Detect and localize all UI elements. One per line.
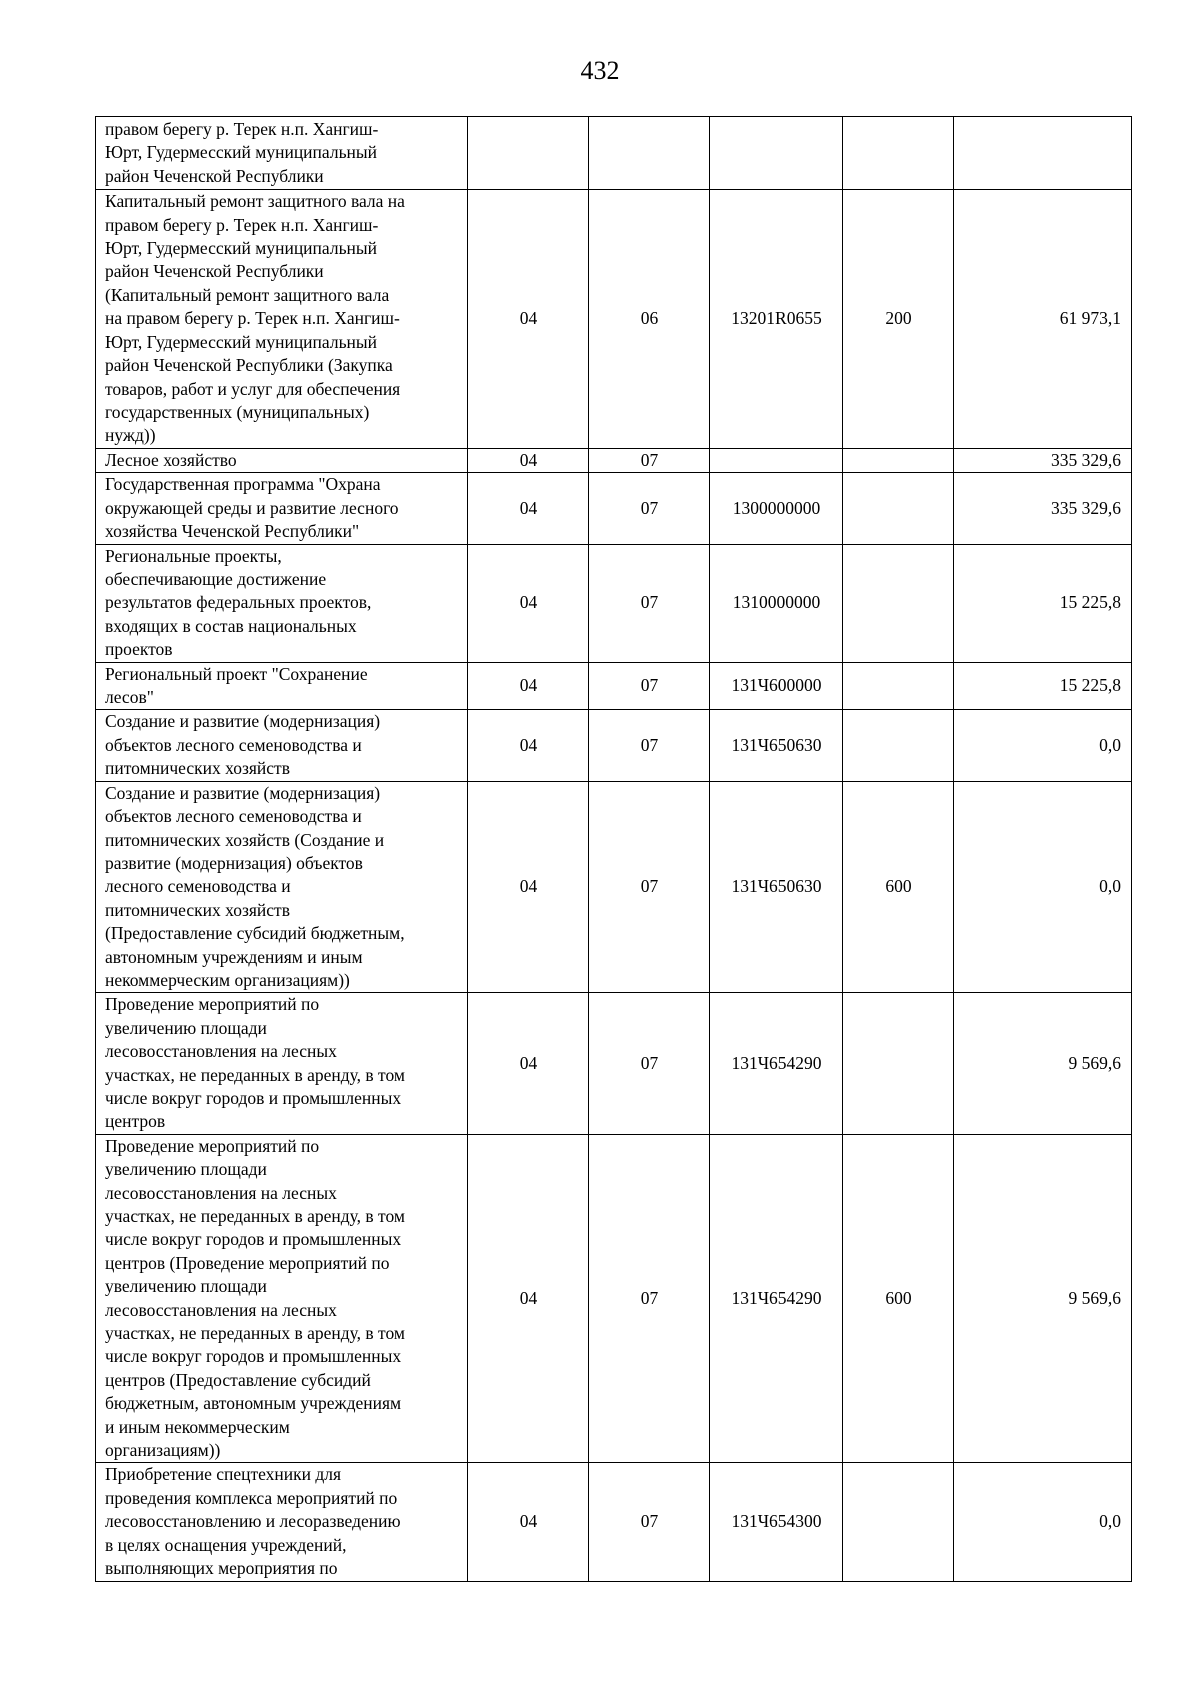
section-code: 04	[468, 710, 589, 781]
subsection-code	[589, 117, 710, 190]
target-article-code: 131Ч650630	[710, 781, 843, 993]
amount: 0,0	[954, 781, 1132, 993]
row-description: Проведение мероприятий по увеличению площади лесовосстановления на лесных участках, не переданных в аренду, в том числе вокруг городов и промышленных центров	[96, 993, 468, 1134]
subsection-code: 06	[589, 190, 710, 449]
row-description: Лесное хозяйство	[96, 449, 468, 473]
page-number: 432	[580, 56, 620, 85]
table-row	[96, 1463, 1132, 1581]
row-description: Создание и развитие (модернизация) объектов лесного семеноводства и питомнических хозяйств (Создание и развитие (модернизация) объектов лесного семеноводства и питомнических хозяйств (Предоставление субсидий бюджетным, автономным учреждениям и иным некоммерческим организациям))	[96, 781, 468, 993]
table-row	[96, 544, 1132, 662]
table-row	[96, 993, 1132, 1134]
target-article-code: 131Ч654290	[710, 1134, 843, 1463]
amount: 335 329,6	[954, 449, 1132, 473]
target-article-code: 13201R0655	[710, 190, 843, 449]
subsection-code: 07	[589, 662, 710, 710]
section-code: 04	[468, 449, 589, 473]
section-code: 04	[468, 473, 589, 544]
subsection-code: 07	[589, 1463, 710, 1581]
expense-type-code	[843, 662, 954, 710]
expense-type-code	[843, 544, 954, 662]
amount: 15 225,8	[954, 662, 1132, 710]
table-row	[96, 1134, 1132, 1463]
section-code: 04	[468, 1463, 589, 1581]
row-description: правом берегу р. Терек н.п. Хангиш- Юрт, Гудермесский муниципальный район Чеченской Республики	[96, 117, 468, 190]
expense-type-code: 200	[843, 190, 954, 449]
row-description: Региональный проект "Сохранение лесов"	[96, 662, 468, 710]
budget-table	[95, 116, 1132, 1582]
section-code: 04	[468, 1134, 589, 1463]
expense-type-code	[843, 993, 954, 1134]
expense-type-code	[843, 449, 954, 473]
section-code	[468, 117, 589, 190]
expense-type-code	[843, 710, 954, 781]
expense-type-code: 600	[843, 1134, 954, 1463]
table-row	[96, 710, 1132, 781]
row-description: Региональные проекты, обеспечивающие достижение результатов федеральных проектов, входящих в состав национальных проектов	[96, 544, 468, 662]
amount	[954, 117, 1132, 190]
table-row	[96, 662, 1132, 710]
expense-type-code	[843, 117, 954, 190]
section-code: 04	[468, 781, 589, 993]
section-code: 04	[468, 544, 589, 662]
subsection-code: 07	[589, 473, 710, 544]
amount: 335 329,6	[954, 473, 1132, 544]
row-description: Проведение мероприятий по увеличению площади лесовосстановления на лесных участках, не переданных в аренду, в том числе вокруг городов и промышленных центров (Проведение мероприятий по увеличению площади лесовосстановления на лесных участках, не переданных в аренду, в том числе вокруг городов и промышленных центров (Предоставление субсидий бюджетным, автономным учреждениям и иным некоммерческим организациям))	[96, 1134, 468, 1463]
subsection-code: 07	[589, 781, 710, 993]
target-article-code: 1300000000	[710, 473, 843, 544]
target-article-code: 131Ч654300	[710, 1463, 843, 1581]
table-row	[96, 473, 1132, 544]
amount: 61 973,1	[954, 190, 1132, 449]
target-article-code: 131Ч654290	[710, 993, 843, 1134]
amount: 0,0	[954, 710, 1132, 781]
row-description: Государственная программа "Охрана окружающей среды и развитие лесного хозяйства Чеченской Республики"	[96, 473, 468, 544]
target-article-code	[710, 449, 843, 473]
target-article-code	[710, 117, 843, 190]
section-code: 04	[468, 662, 589, 710]
row-description: Создание и развитие (модернизация) объектов лесного семеноводства и питомнических хозяйств	[96, 710, 468, 781]
table-row	[96, 190, 1132, 449]
amount: 9 569,6	[954, 1134, 1132, 1463]
section-code: 04	[468, 993, 589, 1134]
amount: 0,0	[954, 1463, 1132, 1581]
subsection-code: 07	[589, 710, 710, 781]
amount: 15 225,8	[954, 544, 1132, 662]
target-article-code: 131Ч650630	[710, 710, 843, 781]
row-description: Приобретение спецтехники для проведения комплекса мероприятий по лесовосстановлению и лесоразведению в целях оснащения учреждений, выполняющих мероприятия по	[96, 1463, 468, 1581]
expense-type-code	[843, 473, 954, 544]
subsection-code: 07	[589, 1134, 710, 1463]
table-row	[96, 449, 1132, 473]
table-row	[96, 117, 1132, 190]
subsection-code: 07	[589, 544, 710, 662]
section-code: 04	[468, 190, 589, 449]
table-body	[96, 117, 1132, 1582]
expense-type-code: 600	[843, 781, 954, 993]
table-row	[96, 781, 1132, 993]
expense-type-code	[843, 1463, 954, 1581]
subsection-code: 07	[589, 993, 710, 1134]
amount: 9 569,6	[954, 993, 1132, 1134]
target-article-code: 131Ч600000	[710, 662, 843, 710]
row-description: Капитальный ремонт защитного вала на правом берегу р. Терек н.п. Хангиш- Юрт, Гудермесский муниципальный район Чеченской Республики (Капитальный ремонт защитного вала на правом берегу р. Терек н.п. Хангиш- Юрт, Гудермесский муниципальный район Чеченской Республики (Закупка товаров, работ и услуг для обеспечения государственных (муниципальных) нужд))	[96, 190, 468, 449]
target-article-code: 1310000000	[710, 544, 843, 662]
subsection-code: 07	[589, 449, 710, 473]
